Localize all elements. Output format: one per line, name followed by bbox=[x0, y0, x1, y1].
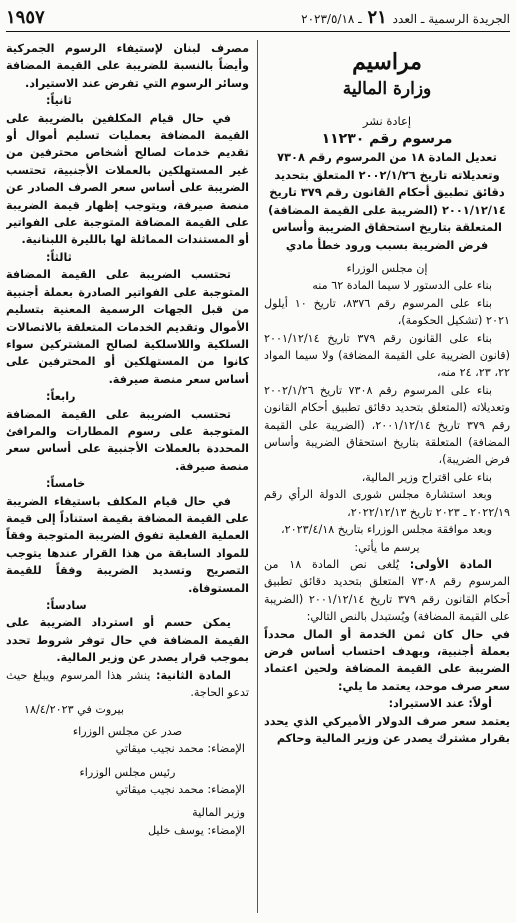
page-header bbox=[6, 4, 510, 32]
article-one-body: في حال كان ثمن الخدمة أو المال محدداً بعملة أجنبية، وبهدف احتساب أساس فرض الضريبة على القيمة المضافة ولحين اعتماد سعر صرف موحد، يعتمد ما يلي: bbox=[264, 627, 510, 693]
section-title: مراسيم bbox=[352, 49, 422, 75]
left-column bbox=[6, 40, 249, 915]
decree-number: مرسوم رقم ١١٢٣٠ bbox=[321, 131, 453, 147]
paragraph: بناء على القانون رقم ٣٧٩ تاريخ ٢٠٠١/١٢/١٤ (قانون الضريبة على القيمة المضافة) ولا سيما المواد ٢٢، ٢٣، ٢٤ منه، bbox=[264, 331, 510, 380]
page-number: ١٩٥٧ bbox=[6, 7, 45, 28]
paragraph: بناء على المرسوم رقم ٨٣٧٦، تاريخ ١٠ أيلول ٢٠٢١ (تشكيل الحكومة)، bbox=[264, 296, 510, 328]
council-heading: إن مجلس الوزراء bbox=[346, 262, 428, 275]
clause-label: خامساً: bbox=[46, 477, 86, 491]
paragraph: وبعد موافقة مجلس الوزراء بتاريخ ٢٠٢٣/٤/١٨، bbox=[281, 523, 492, 537]
journal-name: الجريدة الرسمية ـ العدد bbox=[392, 12, 510, 26]
issue-date: ـ ٢٠٢٣/٥/١٨ bbox=[301, 12, 362, 26]
paragraph: وبعد استشارة مجلس شورى الدولة الرأي رقم ٢٠٢٢/١٩ ـ ٢٠٢٣ تاريخ ٢٠٢٢/١٢/١٣، bbox=[264, 488, 510, 519]
ministry-title: وزارة المالية bbox=[342, 79, 432, 99]
paragraph: مصرف لبنان لإستيفاء الرسوم الجمركية وأيضاً بالنسبة للضريبة على القيمة المضافة وسائر الرسوم التي تفرض عند الاستيراد. bbox=[6, 42, 249, 90]
paragraph: تحتسب الضريبة على القيمة المضافة المتوجبة على رسوم المطارات والمرافئ المحددة بالعملات الأجنبية على أساس سعر منصة صيرفة. bbox=[6, 407, 249, 473]
paragraph: في حال قيام المكلفين بالضريبة على القيمة المضافة بعمليات تسليم أموال أو تقديم خدمات لصالح أشخاص محترفين من غير المستهلكين بالعملات الأجنبية، تحتسب الضريبة على أساس سعر الصرف الصادر عن منصة صيرفة، ويتوجب إظهار قيمة الضريبة على القيمة المضافة المتوجبة على الفواتير أو المستندات المماثلة لها بالليرة اللبنانية. bbox=[6, 111, 249, 247]
paragraph: في حال قيام المكلف باستيفاء الضريبة على القيمة المضافة بقيمة استناداً إلى قيمة العملية الفعلية تفوق الضريبة المتوجبة وفقاً للمواد السابقة من هذا القرار عندها يتوجب التصريح وتسديد الضريبة وفقاً للقيمة المستوفاة. bbox=[6, 494, 249, 595]
signature-line: الإمضاء: يوسف خليل bbox=[147, 823, 245, 837]
signatures bbox=[6, 723, 249, 839]
article-two bbox=[6, 667, 249, 702]
article-one-text: يُلغى نص المادة ١٨ من المرسوم رقم ٧٣٠٨ المتعلق بتحديد دقائق تطبيق أحكام القانون رقم ٣٧٩ تاريخ ٢٠٠١/١٢/١٤ (الضريبة على القيمة المضافة) ويُستبدل بالنص التالي: bbox=[264, 557, 510, 624]
signature-line: الإمضاء: محمد نجيب ميقاتي bbox=[115, 783, 245, 797]
paragraph: يمكن حسم أو استرداد الضريبة على القيمة المضافة في حال توفر شروط تحدد بموجب قرار يصدر عن وزير المالية. bbox=[6, 616, 249, 665]
journal-title bbox=[301, 7, 510, 28]
republication-note: إعادة نشر bbox=[362, 114, 412, 128]
clause-label: ثانياً: bbox=[46, 94, 72, 108]
first-clause-label: أولاً: عند الاستيراد: bbox=[388, 697, 492, 711]
article-one-label: المادة الأولى: bbox=[409, 557, 492, 571]
article-two-text: ينشر هذا المرسوم ويبلغ حيث تدعو الحاجة. bbox=[6, 668, 249, 700]
signature-heading: وزير المالية bbox=[192, 806, 245, 820]
place-date: بيروت في ١٨/٤/٢٠٢٣ bbox=[24, 703, 124, 717]
first-clause-text: يعتمد سعر صرف الدولار الأميركي الذي يحدد بقرار مشترك يصدر عن وزير المالية وحاكم bbox=[264, 714, 510, 745]
column-divider bbox=[257, 40, 258, 913]
clause-label: رابعاً: bbox=[46, 390, 76, 404]
decree-subject: تعديل المادة ١٨ من المرسوم رقم ٧٣٠٨ وتعديلاته تاريخ ٢٠٠٢/١/٢٦ المتعلق بتحديد دقائق تطبيق أحكام القانون رقم ٣٧٩ تاريخ ٢٠٠١/١٢/١٤ (الضريبة على القيمة المضافة) المتعلقة بتاريخ استحقاق الضريبة وأساس فرض الضريبة بسبب ورود خطأ مادي bbox=[268, 150, 506, 252]
article-two-label: المادة الثانية: bbox=[156, 668, 231, 682]
signature-line: الإمضاء: محمد نجيب ميقاتي bbox=[115, 742, 245, 756]
signature-heading: رئيس مجلس الوزراء bbox=[79, 765, 176, 779]
paragraph: بناء على اقتراح وزير المالية، bbox=[361, 470, 492, 484]
right-column bbox=[264, 40, 510, 915]
paragraph: بناء على المرسوم رقم ٧٣٠٨ تاريخ ٢٠٠٢/١/٢٦ وتعديلاته (المتعلق بتحديد دقائق تطبيق أحكام القانون رقم ٣٧٩ تاريخ ٢٠٠١/١٢/١٤، (الضريبة على القيمة المضافة) المتعلقة بتاريخ استحقاق الضريبة وأساس فرض الضريبة)، bbox=[264, 383, 510, 467]
issue-number: ٢١ bbox=[367, 7, 387, 28]
paragraph: بناء على الدستور لا سيما المادة ٦٢ منه bbox=[312, 279, 492, 293]
signature-heading: صدر عن مجلس الوزراء bbox=[72, 724, 183, 738]
article-one bbox=[264, 556, 510, 626]
clause-label: ثالثاً: bbox=[46, 250, 72, 264]
clause-label: سادساً: bbox=[46, 599, 87, 612]
paragraph: تحتسب الضريبة على القيمة المضافة المتوجبة على الفواتير الصادرة بعملة أجنبية من قبل الجهات الرسمية المعنية بتسليم الأموال وتقديم الخدمات المتعلقة بالاتصالات السلكية واللاسلكية لصالح المشتركين سواء كانوا من المستهلكين أو المحترفين على أساس سعر منصة صيرفة. bbox=[6, 268, 249, 386]
decree-intro: يرسم ما يأتي: bbox=[354, 540, 420, 554]
